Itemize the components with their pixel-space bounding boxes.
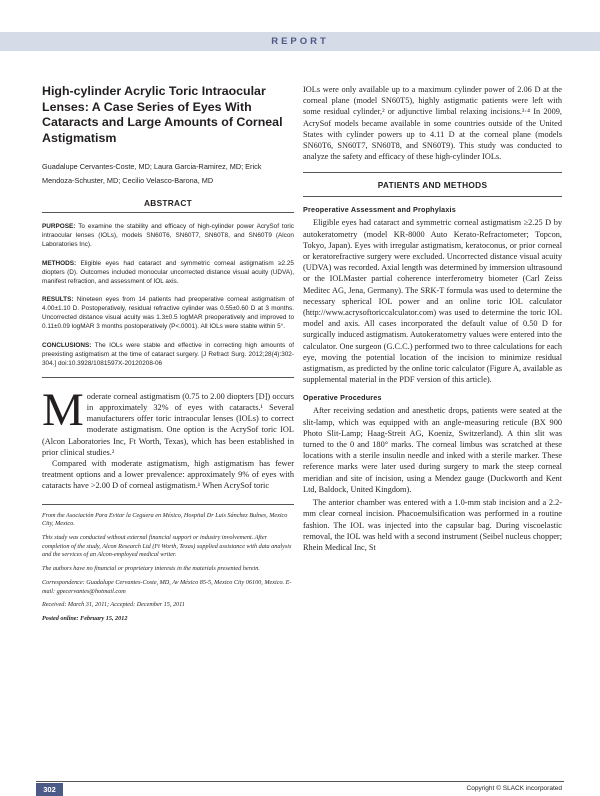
report-banner [0, 32, 600, 51]
abstract-conclusions [42, 342, 294, 369]
purpose-label: PURPOSE: [42, 222, 76, 230]
correspondence-note: Correspondence: Guadalupe Cervantes-Coste, MD, Av México 85-5, Mexico City 06100, Mexico. E-mail: gpecervantes@hotmail.com [42, 578, 292, 595]
patients-methods-heading: PATIENTS AND METHODS [377, 180, 488, 191]
preoperative-heading: Preoperative Assessment and Prophylaxis [303, 205, 456, 215]
citation: [J Refract Surg. 2012;28(4):302-304.] doi:10.3928/1081597X-20120208-06 [42, 350, 294, 367]
methods-label: METHODS: [42, 259, 77, 267]
footer-rule [36, 781, 564, 782]
abstract-top-rule [42, 212, 294, 213]
drop-cap: M [42, 383, 84, 436]
report-label: REPORT [271, 36, 329, 47]
abstract-bottom-rule [42, 377, 294, 378]
operative-paragraph-1: After receiving sedation and anesthetic drops, patients were seated at the slit-lamp, which was equipped with an angle-measuring reticule (BX 900 Photo Slit-Lamp; Haag-Streit AG, Koeniz, Switzerland). A thin slit was turned to the 0 and 180° marks. The corneal limbus was scratched at these locations with a sterile insulin needle and inked with a sterile marker. These reference marks were later used during surgery to mark the steep corneal meridian and site of incision, using a Mendez gauge (Duckworth and Kent Ltd, Baldock, United Kingdom). [303, 406, 562, 494]
abstract-methods [42, 260, 294, 287]
conclusions-text: The IOLs were stable and effective in correcting high amounts of preexisting astigmatism at the time of cataract surgery. [42, 342, 294, 358]
results-text: Nineteen eyes from 14 patients had preoperative corneal astigmatism of 4.00±1.10 D. Postoperatively, residual refractive cylinder was 0.55±0.60 D at 3 months. Uncorrected distance visual acuity was 1.3±0.5 logMAR preoperatively and improved to 0.11±0.09 logMAR 3 months postoperatively (P<.0001). All IOLs were stable within 5°. [42, 296, 294, 331]
posted-note: Posted online: February 15, 2012 [42, 614, 128, 622]
operative-heading: Operative Procedures [303, 393, 382, 403]
continued-paragraph: IOLs were only available up to a maximum cylinder power of 2.06 D at the corneal plane (model SN60T5), highly astigmatic patients were left with some residual cylinder,² or adjunctive limbal relaxing incisions.³·⁴ In 2009, AcrySof models became available in some countries outside of the United States with cylinder powers up to 4.11 D at the corneal plane (models SN60T6, SN60T7, SN60T8, and SN60T9). This study was conducted to analyze the safety and efficacy of these high-cylinder IOLs. [303, 85, 562, 162]
affiliation-note: From the Asociación Para Evitar la Ceguera en México, Hospital Dr Luis Sánchez Bulnes, Mexico City, Mexico. [42, 511, 288, 528]
abstract-results [42, 296, 294, 332]
abstract-heading: ABSTRACT [143, 197, 193, 208]
conclusions-label: CONCLUSIONS: [42, 342, 92, 350]
intro-text [42, 383, 294, 492]
intro-paragraph-1: oderate corneal astigmatism (0.75 to 2.00 diopters [D]) occurs in approximately 32% of eyes with cataracts.¹ Several manufacturers offer toric intraocular lenses (IOLs) to correct moderate astigmatism. One option is the AcrySof toric IOL (Alcon Laboratories Inc, Ft Worth, Texas), which has been established in prior clinical studies.² [42, 391, 294, 457]
results-label: RESULTS: [42, 296, 74, 304]
page-number: 302 [36, 783, 63, 796]
right-column [303, 84, 562, 553]
methods-top-rule [303, 172, 562, 173]
footnotes [42, 512, 294, 624]
methods-text: Eligible eyes had cataract and symmetric corneal astigmatism ≥2.25 diopters (D). Outcomes included monocular uncorrected distance visual acuity (UDVA), manifest refraction, and assessment of IOL axis. [42, 259, 294, 285]
received-note: Received: March 31, 2011; Accepted: December 15, 2011 [42, 601, 185, 609]
abstract-purpose [42, 223, 294, 250]
copyright-notice: Copyright © SLACK incorporated [466, 785, 562, 792]
purpose-text: To examine the stability and efficacy of high-cylinder power AcrySof toric intraocular lenses (IOLs), models SN60T6, SN60T7, SN60T8, and SN60T9 (Alcon Laboratories Inc). [42, 222, 294, 248]
methods-bottom-rule [303, 196, 562, 197]
intro-paragraph-2: Compared with moderate astigmatism, high astigmatism has fewer treatment options and a lower prevalence: approximately 9% of eyes with cataracts have >2.00 D of corneal astigmatism.¹ When AcrySof toric [42, 458, 294, 491]
footnote-rule [42, 504, 294, 505]
preoperative-paragraph: Eligible eyes had cataract and symmetric corneal astigmatism ≥2.25 D by autokeratometry (model KR-8000 Auto Kerato-Refractometer; Topcon, Tokyo, Japan). Eyes with irregular astigmatism, keratoconus, or prior corneal or keratorefractive surgery were excluded. Uncorrected distance visual acuity (UDVA) was recorded. Axial length was determined by immersion ultrasound or the IOLMaster partial coherence interferometry biometer (Carl Zeiss Meditec AG, Jena, Germany). The SRK-T formula was used to determine the necessary spherical IOL power and an online toric IOL calculator (http://www.acrysoftoriccalculator.com) was used to determine the toric IOL model and axis. All cases incorporated the default value of 0.50 D for surgically induced astigmatism. Autokeratometry values were entered into the calculator. One surgeon (G.C.C.) performed two to three calculations for each eye, moving the potential location of the incision to minimize residual astigmatism, as predicted by the online toric calculator (Figure A, available as supplemental material in the PDF version of this article). [303, 218, 562, 385]
article-title: High-cylinder Acrylic Toric Intraocular Lenses: A Case Series of Eyes With Cataracts and Large Amounts of Corneal Astigmatism [42, 84, 283, 145]
funding-note: This study was conducted without external financial support or industry involvement. After completion of the study, Alcon Research Ltd (Ft Worth, Texas) supplied assistance with data analysis and the services of an Alcon-employed medical writer. [42, 533, 292, 559]
disclosure-note: The authors have no financial or proprietary interests in the materials presented herein. [42, 565, 260, 573]
author-list: Guadalupe Cervantes-Coste, MD; Laura Garcia-Ramirez, MD; Erick Mendoza-Schuster, MD; Cecilio Velasco-Barona, MD [42, 162, 262, 185]
operative-paragraph-2: The anterior chamber was entered with a 1.0-mm stab incision and a 2.2-mm clear corneal incision. Phacoemulsification was performed in a routine fashion. The IOL was injected into the capsular bag. During viscoelastic removal, the IOL was held with a second instrument (Seibel nucleus chopper; Rhein Medical Inc, St [303, 498, 562, 552]
left-column [42, 84, 294, 629]
